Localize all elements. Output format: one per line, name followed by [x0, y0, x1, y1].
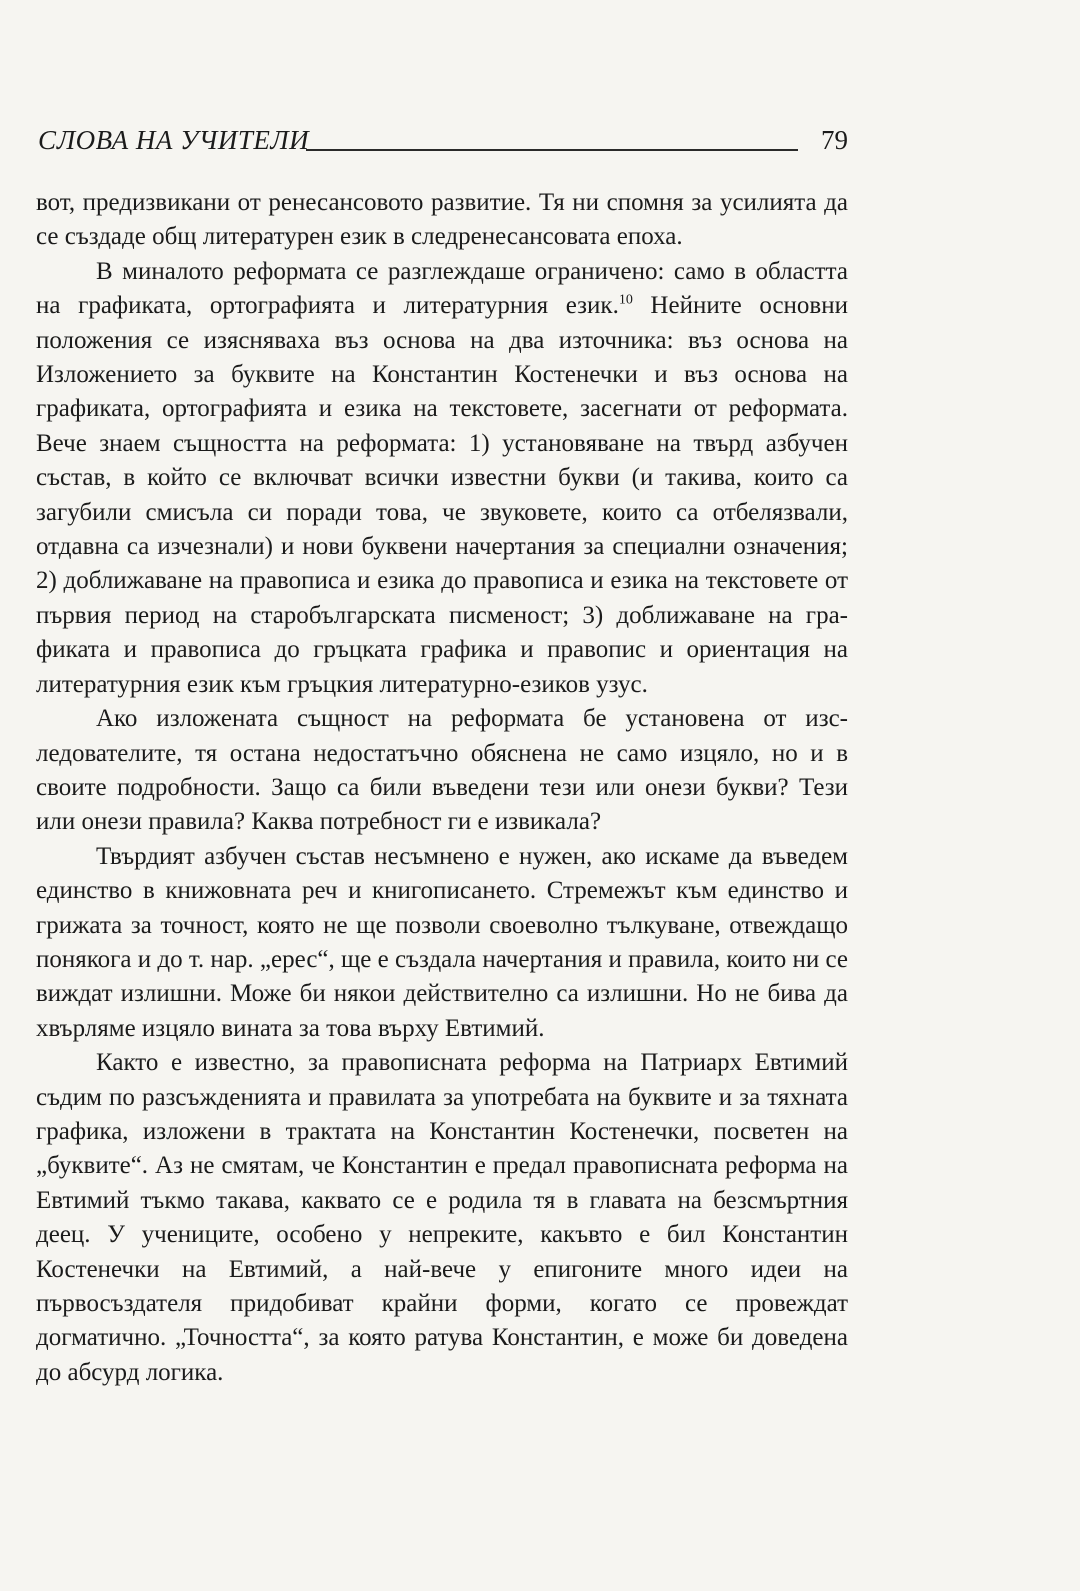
footnote-marker: 10 — [618, 292, 633, 308]
paragraph-3: Ако изложената същност на реформата бе установена от изследователите, тя остана недостатъчно обяснена не само изцяло, но и в своите подробности. Защо са били въведени тези или онези букви? Тези или онези правила? Каква потребност ги е извикала? — [36, 705, 848, 836]
running-header — [38, 125, 848, 165]
paragraph-1: вот, предизвикани от ренесансовото развитие. Тя ни спомня за усилията да се създаде общ литературен език в следренесансовата епоха. — [36, 189, 848, 251]
paragraph-5: Както е известно, за правописната реформа на Патриарх Евтимий съдим по разсъжденията и правилата за употребата на буквите и за тяхната графика, изложени в трактата на Константин Костенечки, посветен на „буквите“. Аз не смятам, че Константин е предал правописната реформа на Евтимий тъкмо такава, каквато се е родила тя в главата на безсмъртния деец. У учениците, особено у непреките, какъвто е бил Константин Костенечки на Евтимий, а най-вече у епигоните много идеи на първосъздателя придобиват крайни форми, когато се провеждат догматично. „Точността“, за която ратува Константин, е може би доведена до абсурд логика. — [36, 1049, 848, 1386]
page-number: 79 — [821, 125, 848, 155]
paragraph-2 — [36, 255, 848, 702]
paragraph-2-text-after-footnote: Нейните основни положения се изясняваха въз основа на два източника: въз основа на Изложението за буквите на Константин Костенечки и въз основа на графиката, ортографията и езика на текстовете, засегнати от реформата. Вече знаем същността на реформата: 1) установяване на твърд азбучен състав, в който се включват всички известни букви (и такива, които са загубили смисъла си поради това, че звуковете, които са отбелязвали, отдавна са изчезнали) и нови буквени начертания за специални означения; 2) доближаване на правописа и езика до правописа и езика на текстовете от първия период на старобългарската писменост; 3) доближаване на графиката и правописа до гръцката графика и правопис и ориентация на литературния език към гръцкия литературно-езиков узус. — [36, 292, 848, 698]
header-rule — [306, 149, 798, 151]
paragraph-4: Твърдият азбучен състав несъмнено е нужен, ако искаме да въведем единство в книжовната реч и книгописането. Стремежът към единство и грижата за точност, която не ще позволи своеволно тълкуване, отвеждащо понякога и до т. нар. „ерес“, ще е създала начертания и правила, които ни се виждат излишни. Може би някои действително са излишни. Но не бива да хвърляме изцяло вината за това върху Евтимий. — [36, 842, 848, 1042]
running-title: СЛОВА НА УЧИТЕЛИ — [38, 125, 310, 155]
body-text — [36, 186, 848, 1390]
paragraph-2-text-before-footnote: В миналото реформата се разглеждаше ограничено: само в областта на графиката, ортографията и литературния език. — [36, 257, 848, 320]
